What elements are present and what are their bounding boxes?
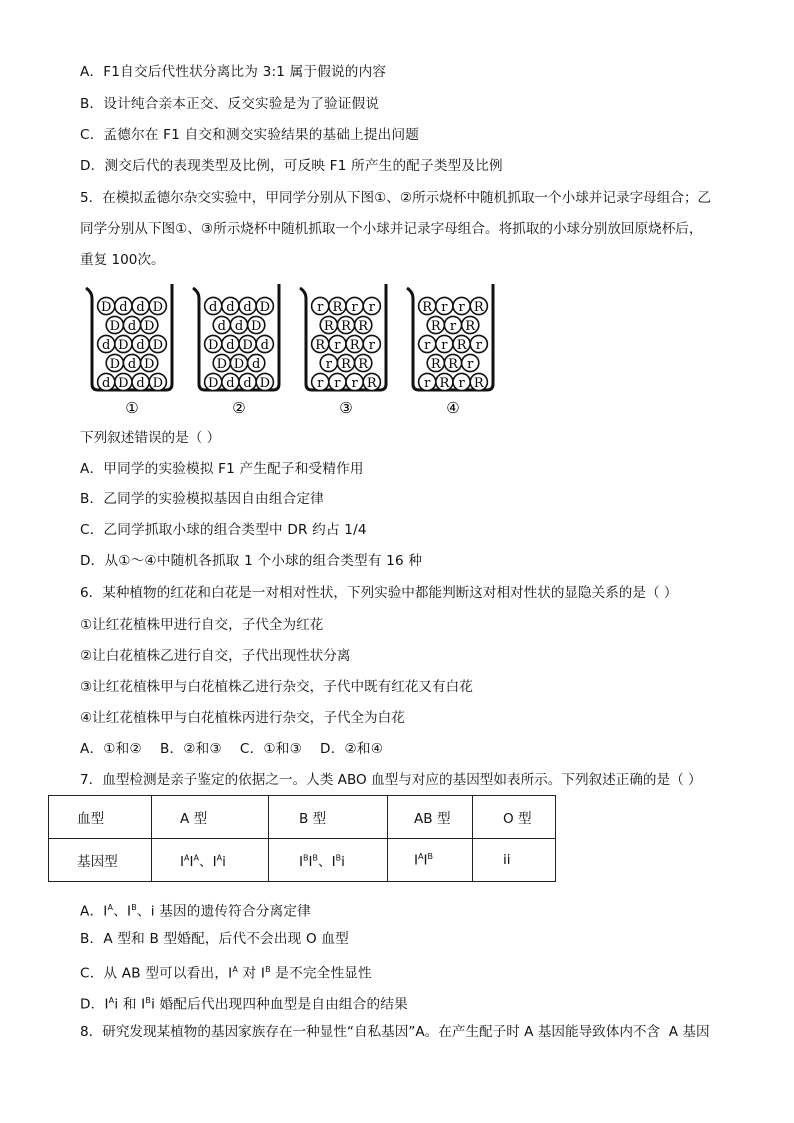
beaker-3 — [300, 284, 386, 417]
table-header-cell: 血型 — [49, 796, 152, 839]
q4-option-c: C．孟德尔在 F1 自交和测交实验结果的基础上提出问题 — [80, 127, 420, 143]
q5-question: 下列叙述错误的是（ ） — [80, 430, 221, 446]
ball-letter: r — [449, 319, 457, 334]
ball-letter: R — [366, 376, 377, 391]
beaker-label: ④ — [446, 399, 460, 417]
ball-letter: R — [358, 357, 369, 372]
genotype-a: $I^AI^A$、$I^Ai$ — [152, 839, 269, 882]
q8-stem: 8．研究发现某植物的基因家族存在一种显性“自私基因”A。在产生配子时 A 基因能导致体内不含 A 基因 — [80, 1024, 710, 1040]
q6-item-1: ①让红花植株甲进行自交，子代全为红花 — [80, 617, 324, 633]
ball-letter: r — [441, 338, 448, 353]
q5-option-b: B．乙同学的实验模拟基因自由组合定律 — [80, 491, 325, 507]
ball-letter: d — [260, 338, 269, 353]
q4-option-b: B．设计纯合亲本正交、反交实验是为了验证假说 — [80, 96, 380, 112]
ball-letter: d — [102, 338, 111, 353]
genotype-b: $I^BI^B$、$I^Bi$ — [269, 839, 388, 882]
table-header-cell: AB 型 — [388, 796, 473, 839]
ball-letter: D — [152, 376, 164, 391]
beaker-label: ② — [232, 399, 246, 417]
ball-letter: r — [334, 376, 341, 391]
ball-letter: D — [259, 376, 271, 391]
table-header-cell: B 型 — [269, 796, 388, 839]
ball-letter: D — [216, 357, 228, 372]
ball-letter: R — [430, 319, 441, 334]
ball-letter: r — [334, 338, 341, 353]
q7-option-b: B．A 型和 B 型婚配，后代不会出现 O 血型 — [80, 931, 349, 947]
blood-type-table — [48, 795, 556, 882]
ball-letter: r — [368, 338, 375, 353]
genotype-row-label: 基因型 — [49, 839, 152, 882]
ball-letter: D — [207, 338, 219, 353]
ball-letter: D — [152, 300, 164, 315]
ball-letter: R — [341, 357, 351, 372]
ball-letter: d — [226, 338, 235, 353]
q6-stem: 6．某种植物的红花和白花是一对相对性状，下列实验中都能判断这对相对性状的显隐关系的是（ ） — [80, 585, 678, 601]
ball-letter: d — [127, 319, 137, 334]
beaker-label: ③ — [339, 399, 353, 417]
ball-letter: D — [118, 376, 129, 391]
ball-letter: r — [475, 338, 482, 353]
ball-letter: D — [250, 319, 262, 334]
q5-stem-line3: 重复 100次。 — [80, 252, 165, 268]
ball-letter: d — [119, 300, 128, 315]
q4-option-a: A．F1自交后代性状分离比为 3:1 属于假说的内容 — [80, 64, 387, 80]
beaker-2 — [193, 284, 279, 417]
ball-letter: R — [439, 376, 450, 391]
ball-letter: r — [458, 376, 465, 391]
q6-item-3: ③让红花植株甲与白花植株乙进行杂交，子代中既有红花又有白花 — [80, 679, 473, 695]
ball-letter: R — [341, 319, 351, 334]
ball-letter: d — [102, 376, 111, 391]
q7-option-c: C．从 AB 型可以看出，$I^A$ 对 $I^B$ 是不完全性显性 — [80, 965, 372, 982]
ball-letter: D — [118, 338, 129, 353]
q7-option-d: D．$I^Ai$ 和 $I^Bi$ 婚配后代出现四种血型是自由组合的结果 — [80, 996, 408, 1013]
beaker-label: ① — [125, 399, 139, 417]
ball-letter: R — [323, 319, 334, 334]
ball-letter: d — [136, 300, 145, 315]
ball-letter: d — [209, 300, 218, 315]
ball-letter: D — [100, 300, 112, 315]
ball-letter: d — [226, 376, 235, 391]
ball-letter: r — [424, 338, 431, 353]
table-header-row — [49, 796, 556, 839]
ball-letter: R — [473, 300, 484, 315]
table-header-cell: O 型 — [473, 796, 556, 839]
ball-letter: R — [465, 319, 476, 334]
ball-letter: D — [152, 338, 164, 353]
ball-letter: r — [317, 300, 324, 315]
ball-letter: d — [252, 357, 261, 372]
ball-letter: r — [467, 357, 474, 372]
q5-option-a: A．甲同学的实验模拟 F1 产生配子和受精作用 — [80, 461, 364, 477]
ball-letter: R — [456, 338, 467, 353]
ball-letter: D — [143, 319, 155, 334]
ball-letter: R — [332, 300, 343, 315]
ball-letter: r — [351, 300, 358, 315]
genotype-ab: $I^AI^B$ — [388, 839, 473, 882]
ball-letter: d — [226, 300, 235, 315]
ball-letter: R — [430, 357, 441, 372]
beaker-4 — [407, 284, 493, 417]
ball-letter: d — [136, 338, 145, 353]
q4-option-d: D．测交后代的表现类型及比例，可反映 F1 所产生的配子类型及比例 — [80, 158, 503, 174]
ball-letter: R — [358, 319, 369, 334]
q5-stem-line2: 同学分别从下图①、③所示烧杯中随机抓取一个小球并记录字母组合。将抓取的小球分别放回原烧杯后， — [80, 221, 703, 237]
q5-option-d: D．从①～④中随机各抓取 1 个小球的组合类型有 16 种 — [80, 553, 423, 569]
table-row — [49, 839, 556, 882]
ball-letter: R — [448, 357, 458, 372]
ball-letter: D — [233, 357, 245, 372]
ball-letter: r — [317, 376, 324, 391]
q5-stem-line1: 5．在模拟孟德尔杂交实验中，甲同学分别从下图①、②所示烧杯中随机抓取一个小球并记录字母组合；乙 — [80, 190, 712, 206]
ball-letter: D — [143, 357, 155, 372]
genotype-o: ii — [473, 839, 556, 882]
beaker-figure — [84, 282, 504, 422]
ball-letter: R — [422, 300, 433, 315]
ball-letter: D — [259, 300, 271, 315]
ball-letter: R — [473, 376, 484, 391]
ball-letter: D — [109, 357, 121, 372]
ball-letter: R — [349, 338, 360, 353]
q6-options: A．①和② B．②和③ C．①和③ D．②和④ — [80, 741, 384, 757]
ball-letter: d — [136, 376, 145, 391]
ball-letter: r — [458, 300, 465, 315]
ball-letter: d — [243, 376, 252, 391]
ball-letter: d — [127, 357, 137, 372]
ball-letter: r — [441, 300, 448, 315]
ball-letter: R — [315, 338, 326, 353]
ball-letter: D — [109, 319, 121, 334]
q5-option-c: C．乙同学抓取小球的组合类型中 DR 约占 1/4 — [80, 522, 367, 538]
table-header-cell: A 型 — [152, 796, 269, 839]
q7-option-a: A．$I^A$、$I^B$、i 基因的遗传符合分离定律 — [80, 903, 311, 920]
beaker-1 — [86, 284, 172, 417]
ball-letter: D — [242, 338, 253, 353]
ball-letter: D — [207, 376, 219, 391]
ball-letter: d — [234, 319, 244, 334]
q7-stem: 7．血型检测是亲子鉴定的依据之一。人类 ABO 血型与对应的基因型如表所示。下列叙述正确的是（ ） — [80, 772, 702, 788]
ball-letter: d — [243, 300, 252, 315]
q6-item-4: ④让红花植株甲与白花植株丙进行杂交，子代全为白花 — [80, 710, 405, 726]
ball-letter: r — [351, 376, 358, 391]
ball-letter: r — [325, 357, 332, 372]
ball-letter: r — [424, 376, 431, 391]
ball-letter: d — [217, 319, 226, 334]
ball-letter: r — [368, 300, 375, 315]
q6-item-2: ②让白花植株乙进行自交，子代出现性状分离 — [80, 648, 351, 664]
